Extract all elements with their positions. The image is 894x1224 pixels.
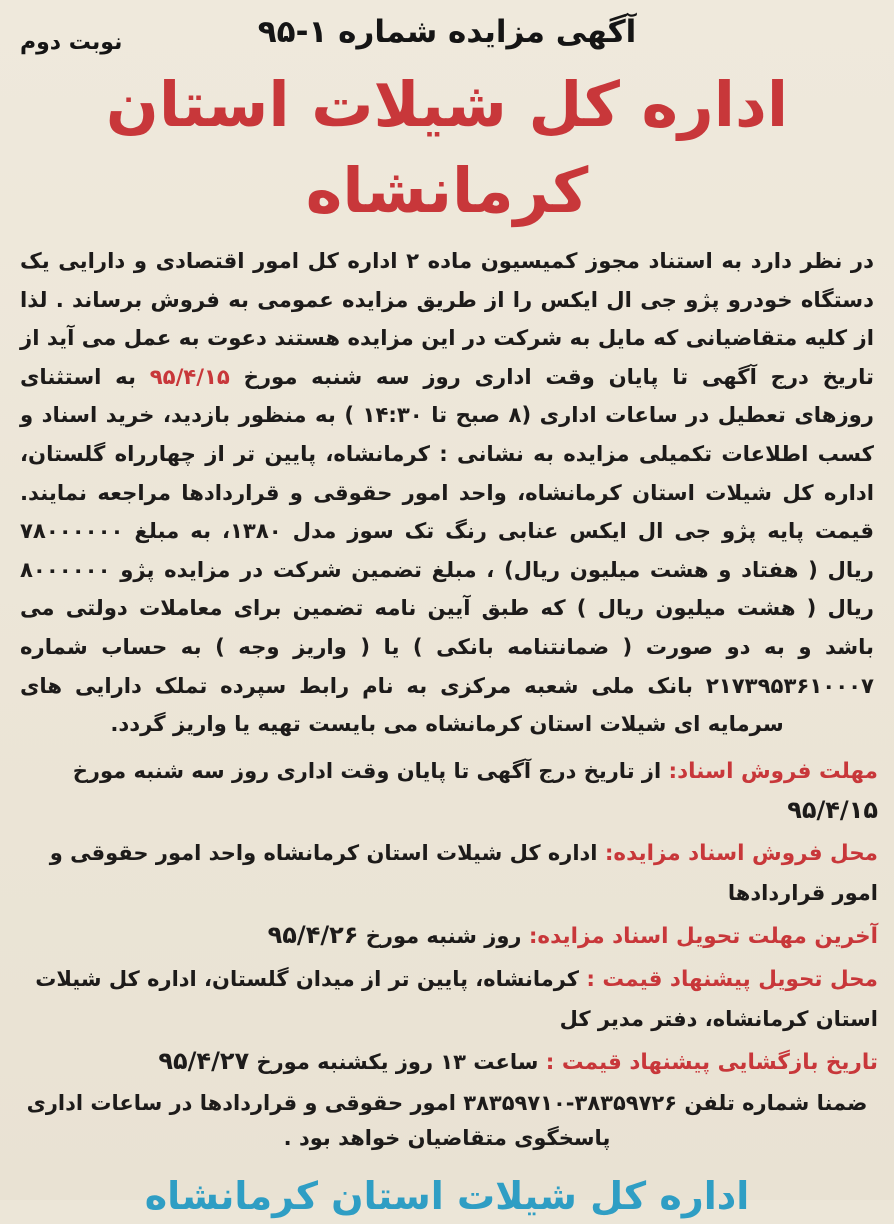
signature-organization: اداره کل شیلات استان کرمانشاه: [144, 1173, 750, 1218]
detail-row-delivery-deadline: [14, 916, 880, 956]
detail-row-bid-delivery-location: [14, 960, 880, 1038]
detail-label: محل فروش اسناد مزایده:: [604, 840, 878, 866]
detail-date: ۹۵/۴/۲۶: [267, 920, 359, 949]
details-list: [14, 752, 880, 1082]
detail-value: اداره کل شیلات استان کرمانشاه واحد امور حقوقی و امور قراردادها: [49, 840, 878, 905]
organization-heading: اداره کل شیلات استان کرمانشاه: [105, 68, 789, 227]
body-text-part1: در نظر دارد به استناد مجوز کمیسیون ماده ۲ اداره کل امور اقتصادی و دارایی یک دستگاه خودرو پژو جی ال ایکس را از طریق مزایده عمومی به فروش برساند . لذا از کلیه متقاضیانی که مایل به شرکت در این مزایده هستند دعوت به عمل می آید از تاریخ درج آگهی تا پایان وقت اداری روز سه شنبه مورخ: [20, 248, 874, 389]
notice-title: آگهی مزایده شماره ۱-۹۵: [257, 14, 637, 50]
detail-row-document-sale-location: [14, 834, 880, 912]
detail-label: محل تحویل پیشنهاد قیمت :: [586, 966, 878, 992]
detail-label: تاریخ بازگشایی پیشنهاد قیمت :: [545, 1049, 878, 1075]
deadline-date-highlight: ۹۵/۴/۱۵: [149, 363, 230, 389]
detail-row-document-sale-deadline: [14, 752, 880, 830]
detail-value: روز شنبه مورخ: [358, 923, 529, 948]
detail-row-bid-opening-date: [14, 1042, 880, 1082]
detail-date: ۹۵/۴/۲۷: [158, 1046, 250, 1075]
detail-date: ۹۵/۴/۱۵: [787, 795, 878, 824]
round-label: نوبت دوم: [20, 30, 123, 55]
notice-body: [14, 242, 880, 744]
detail-value: ساعت ۱۳ روز یکشنبه مورخ: [249, 1049, 546, 1074]
body-text-part2: به استثنای روزهای تعطیل در ساعات اداری (۸ صبح تا ۱۴:۳۰ ) به منظور بازدید، خرید اسناد و کسب اطلاعات تکمیلی مزایده به نشانی : کرمانشاه، پایین تر از چهارراه گلستان، اداره کل شیلات استان کرمانشاه، واحد امور حقوقی و قراردادها مراجعه نمایند. قیمت پایه پژو جی ال ایکس عنابی رنگ تک سوز مدل ۱۳۸۰، به مبلغ ۷۸۰۰۰۰۰۰ ریال ( هفتاد و هشت میلیون ریال) ، مبلغ تضمین شرکت در مزایده پژو ۸۰۰۰۰۰۰ ریال ( هشت میلیون ریال ) که طبق آیین نامه تضمین برای معاملات دولتی می باشد و به دو صورت ( ضمانتنامه بانکی ) یا ( واریز وجه ) به حساب شماره ۲۱۷۳۹۵۳۶۱۰۰۰۷ بانک ملی شعبه مرکزی به نام رابط سپرده تملک دارایی های سرمایه ای شیلات استان کرمانشاه می بایست تهیه یا واریز گردد.: [20, 363, 875, 737]
contact-note: ضمنا شماره تلفن ۳۸۳۵۹۷۲۶-۳۸۳۵۹۷۱۰ امور حقوقی و قراردادها در ساعات اداری پاسخگوی متقاضیان خواهد بود .: [26, 1090, 868, 1150]
detail-label: آخرین مهلت تحویل اسناد مزایده:: [528, 923, 878, 949]
notice-header: [14, 8, 880, 62]
detail-value: از تاریخ درج آگهی تا پایان وقت اداری روز سه شنبه مورخ: [72, 758, 669, 783]
detail-label: مهلت فروش اسناد:: [668, 758, 878, 784]
detail-value: کرمانشاه، پایین تر از میدان گلستان، اداره کل شیلات استان کرمانشاه، دفتر مدیر کل: [35, 966, 878, 1031]
